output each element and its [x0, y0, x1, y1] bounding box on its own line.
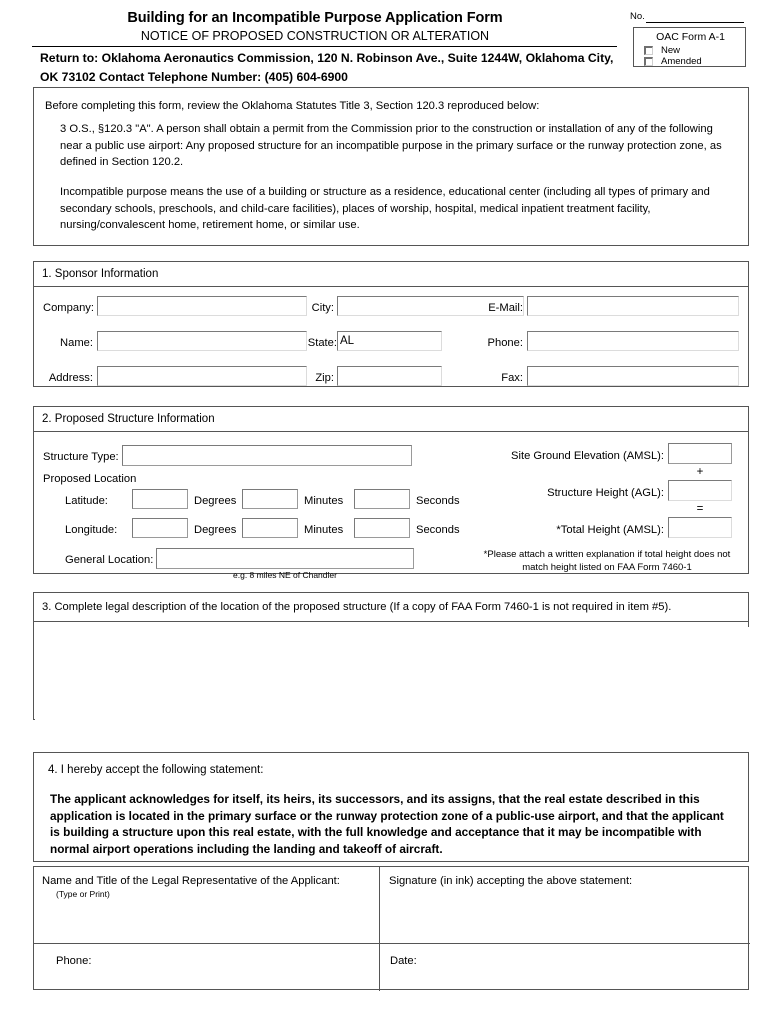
structure-height-label: Structure Height (AGL): — [547, 487, 664, 499]
section-1-sponsor-information — [33, 261, 749, 387]
fax-label: Fax: — [501, 372, 523, 384]
latitude-degrees-input[interactable] — [132, 489, 188, 509]
checkbox-new-icon[interactable] — [644, 46, 653, 55]
section-2-proposed-structure-information — [33, 406, 749, 580]
form-number-label: No. — [630, 11, 645, 22]
state-label: State: — [307, 337, 337, 349]
phone-input[interactable] — [527, 331, 739, 351]
legal-representative-sublabel: (Type or Print) — [56, 889, 110, 899]
fax-input[interactable] — [527, 366, 739, 386]
oac-option-new-label: New — [661, 45, 681, 56]
form-number-line — [646, 22, 744, 23]
legal-representative-label: Name and Title of the Legal Representative of the Applicant: — [42, 875, 340, 887]
name-label: Name: — [60, 337, 93, 349]
plus-operator: + — [696, 466, 704, 478]
longitude-minutes-input[interactable] — [242, 518, 298, 538]
latitude-minutes-unit: Minutes — [304, 495, 344, 507]
page-subtitle: NOTICE OF PROPOSED CONSTRUCTION OR ALTERATION — [140, 29, 490, 43]
oac-form-title: OAC Form A-1 — [656, 31, 725, 43]
site-ground-elevation-label: Site Ground Elevation (AMSL): — [511, 450, 664, 462]
signature-phone-label: Phone: — [56, 955, 92, 967]
latitude-label: Latitude: — [65, 495, 108, 507]
signature-input[interactable] — [390, 901, 744, 937]
section-3-legal-description — [33, 592, 749, 720]
signature-vertical-divider — [379, 867, 380, 991]
zip-label: Zip: — [315, 372, 334, 384]
general-location-label: General Location: — [65, 554, 154, 566]
total-height-input[interactable] — [668, 517, 732, 538]
latitude-seconds-input[interactable] — [354, 489, 410, 509]
general-location-input[interactable] — [156, 548, 414, 569]
statute-lead-text: Before completing this form, review the Oklahoma Statutes Title 3, Section 120.3 reproduced below: — [45, 100, 540, 112]
email-label: E-Mail: — [488, 302, 523, 314]
address-label: Address: — [48, 372, 93, 384]
oac-option-amended[interactable] — [644, 56, 702, 67]
state-input[interactable] — [337, 331, 442, 351]
longitude-label: Longitude: — [65, 524, 118, 536]
longitude-seconds-unit: Seconds — [416, 524, 460, 536]
longitude-degrees-input[interactable] — [132, 518, 188, 538]
legal-representative-input[interactable] — [44, 907, 373, 937]
section-1-title: 1. Sponsor Information — [34, 262, 748, 287]
signature-block — [33, 866, 749, 990]
signature-label: Signature (in ink) accepting the above statement: — [389, 875, 633, 887]
site-ground-elevation-input[interactable] — [668, 443, 732, 464]
form-number-input[interactable] — [648, 10, 742, 21]
latitude-degrees-unit: Degrees — [194, 495, 237, 507]
statute-paragraph-1: 3 O.S., §120.3 "A". A person shall obtain a permit from the Commission prior to the construction or installation of any of the following near a public use airport: Any proposed structure for an incompatible purpose in the primary surface or the runway protection zone, as defined in Section 120.2. — [60, 123, 722, 168]
section-2-title: 2. Proposed Structure Information — [34, 407, 748, 432]
structure-type-input[interactable] — [122, 445, 412, 466]
signature-horizontal-divider — [34, 943, 750, 944]
page-title: Building for an Incompatible Purpose Application Form — [127, 10, 503, 26]
oac-form-box — [633, 27, 746, 67]
structure-height-input[interactable] — [668, 480, 732, 501]
legal-description-textarea[interactable] — [35, 627, 756, 726]
return-address-text: Return to: Oklahoma Aeronautics Commission, 120 N. Robinson Ave., Suite 1244W, Oklahoma City, OK 73102 Contact Telephone Number: (405) 604-6900 — [40, 51, 614, 84]
company-input[interactable] — [97, 296, 307, 316]
longitude-degrees-unit: Degrees — [194, 524, 237, 536]
phone-label: Phone: — [487, 337, 523, 349]
name-input[interactable] — [97, 331, 307, 351]
total-height-label: *Total Height (AMSL): — [556, 524, 664, 536]
equals-operator: = — [696, 503, 704, 515]
latitude-seconds-unit: Seconds — [416, 495, 460, 507]
statute-paragraph-2: Incompatible purpose means the use of a building or structure as a residence, educational center (including all types of primary and secondary schools, preschools, and child-care facilities), places of worship, hospital, medical inpatient treatment facility, nursing/convalescent home, retirement home, or similar use. — [60, 186, 710, 231]
total-height-note: *Please attach a written explanation if total height does not match height listed on FAA Form 7460-1 — [483, 549, 731, 573]
section-4-statement: The applicant acknowledges for itself, its heirs, its successors, and its assigns, that the real estate described in this application is located in the primary surface or the runway protection zone of a public-use airport, and that the applicant is building a structure upon this real estate, with the full knowledge and acceptance that it may be incompatible with normal airport operations including the landing and takeoff of aircraft. — [50, 792, 724, 856]
longitude-seconds-input[interactable] — [354, 518, 410, 538]
longitude-minutes-unit: Minutes — [304, 524, 344, 536]
signature-phone-input[interactable] — [104, 951, 370, 971]
section-4-acceptance-statement — [33, 752, 749, 862]
section-4-heading: 4. I hereby accept the following statement: — [48, 764, 264, 776]
signature-date-label: Date: — [390, 955, 417, 967]
latitude-minutes-input[interactable] — [242, 489, 298, 509]
oac-option-new[interactable] — [644, 45, 680, 56]
email-input[interactable] — [527, 296, 739, 316]
oac-option-amended-label: Amended — [661, 56, 702, 67]
statute-panel — [33, 87, 749, 246]
address-input[interactable] — [97, 366, 307, 386]
signature-date-input[interactable] — [426, 951, 742, 971]
checkbox-amended-icon[interactable] — [644, 57, 653, 66]
general-location-hint: e.g. 8 miles NE of Chandler — [233, 570, 337, 580]
proposed-location-label: Proposed Location — [43, 473, 137, 485]
zip-input[interactable] — [337, 366, 442, 386]
header-divider — [32, 46, 617, 47]
section-3-title: 3. Complete legal description of the location of the proposed structure (If a copy of FAA Form 7460-1 is not required in item #5). — [34, 593, 748, 622]
city-label: City: — [311, 302, 334, 314]
structure-type-label: Structure Type: — [43, 451, 119, 463]
company-label: Company: — [43, 302, 94, 314]
